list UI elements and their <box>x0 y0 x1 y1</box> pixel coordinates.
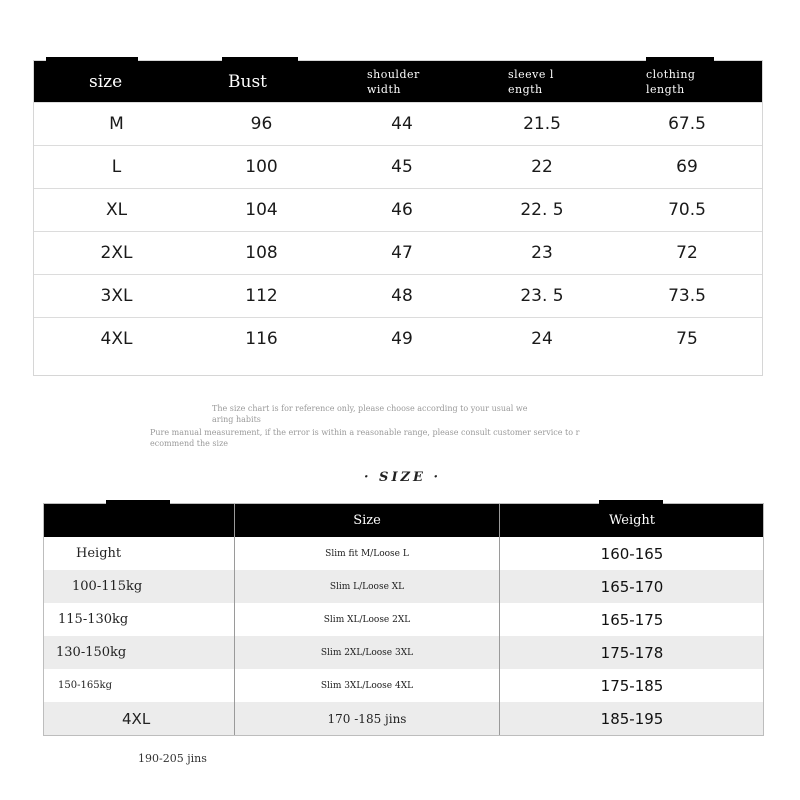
size-section-title: · SIZE · <box>364 470 441 485</box>
note-line: aring habits <box>212 415 261 424</box>
size-cell: Slim fit M/Loose L <box>325 548 409 559</box>
table-cell: 23 <box>531 242 553 263</box>
table-cell: 72 <box>676 242 698 263</box>
header-weight: Weight <box>608 513 656 528</box>
size-cell: Slim XL/Loose 2XL <box>323 614 411 625</box>
table-cell: 100 <box>245 156 278 177</box>
table-cell: L <box>111 156 122 177</box>
table-row <box>34 145 762 187</box>
weight-size-table <box>43 503 764 736</box>
table-row <box>44 537 763 570</box>
table-cell: 3XL <box>100 285 133 306</box>
header-bust: Bust <box>228 71 267 92</box>
table-row <box>34 317 762 359</box>
table-cell: 4XL <box>100 328 133 349</box>
table-cell: 67.5 <box>668 113 706 134</box>
table-row <box>44 669 763 702</box>
header-clothing-length: clothing length <box>646 67 696 96</box>
size-cell: Slim L/Loose XL <box>329 581 405 592</box>
table-row <box>34 102 762 144</box>
disclaimer-note <box>212 403 527 425</box>
table-cell: 21.5 <box>523 113 561 134</box>
table-row <box>44 702 763 735</box>
table-cell: 23. 5 <box>520 285 564 306</box>
note-line: The size chart is for reference only, please choose according to your usual we <box>212 404 528 413</box>
header-sleeve-length: sleeve l ength <box>508 67 554 96</box>
table-cell: 73.5 <box>668 285 706 306</box>
height-cell: 130-150kg <box>56 645 127 660</box>
table-cell: 96 <box>250 113 273 134</box>
height-cell: 150-165kg <box>58 680 113 691</box>
weight-cell: 185-195 <box>600 709 664 728</box>
table-cell: 22. 5 <box>520 199 564 220</box>
table-row <box>44 636 763 669</box>
table-cell: 69 <box>676 156 698 177</box>
table-row <box>44 603 763 636</box>
weight-cell: 160-165 <box>600 544 664 563</box>
size-cell: Slim 3XL/Loose 4XL <box>320 680 414 691</box>
weight-cell: 165-175 <box>600 610 664 629</box>
table-cell: 22 <box>531 156 553 177</box>
size-cell: 170 -185 jins <box>327 711 407 726</box>
table-cell: XL <box>105 199 128 220</box>
weight-cell: 175-185 <box>600 676 664 695</box>
column-divider <box>234 504 235 735</box>
table-cell: M <box>109 113 124 134</box>
height-cell: 4XL <box>122 709 151 728</box>
table-cell: 24 <box>531 328 553 349</box>
note-line: Pure manual measurement, if the error is within a reasonable range, please consult customer service to r <box>150 428 580 437</box>
height-cell: 115-130kg <box>58 612 129 627</box>
column-divider <box>499 504 500 735</box>
table-cell: 75 <box>676 328 698 349</box>
table-cell: 2XL <box>100 242 133 263</box>
table-cell: 48 <box>391 285 413 306</box>
table-cell: 112 <box>245 285 278 306</box>
header-shoulder-width: shoulder width <box>367 67 420 96</box>
table-header <box>44 504 763 537</box>
table-cell: 116 <box>245 328 278 349</box>
table-row <box>34 274 762 316</box>
table-header <box>34 61 762 102</box>
table-row <box>34 188 762 230</box>
height-cell: Height <box>76 546 122 561</box>
footer-text: 190-205 jins <box>138 752 207 765</box>
table-cell: 44 <box>391 113 413 134</box>
table-cell: 104 <box>245 199 278 220</box>
height-cell: 100-115kg <box>72 579 143 594</box>
size-chart-table <box>33 60 763 376</box>
table-cell: 47 <box>391 242 413 263</box>
header-size: Size <box>353 513 381 528</box>
note-line: ecommend the size <box>150 439 229 448</box>
table-cell: 70.5 <box>668 199 706 220</box>
table-cell: 108 <box>245 242 278 263</box>
weight-cell: 175-178 <box>600 643 664 662</box>
header-size: size <box>89 71 123 92</box>
table-row <box>34 231 762 273</box>
size-cell: Slim 2XL/Loose 3XL <box>320 647 414 658</box>
table-cell: 46 <box>391 199 413 220</box>
table-cell: 49 <box>391 328 413 349</box>
table-cell: 45 <box>391 156 413 177</box>
table-row <box>44 570 763 603</box>
measurement-note <box>150 427 579 449</box>
header-empty <box>44 504 234 537</box>
weight-cell: 165-170 <box>600 577 664 596</box>
